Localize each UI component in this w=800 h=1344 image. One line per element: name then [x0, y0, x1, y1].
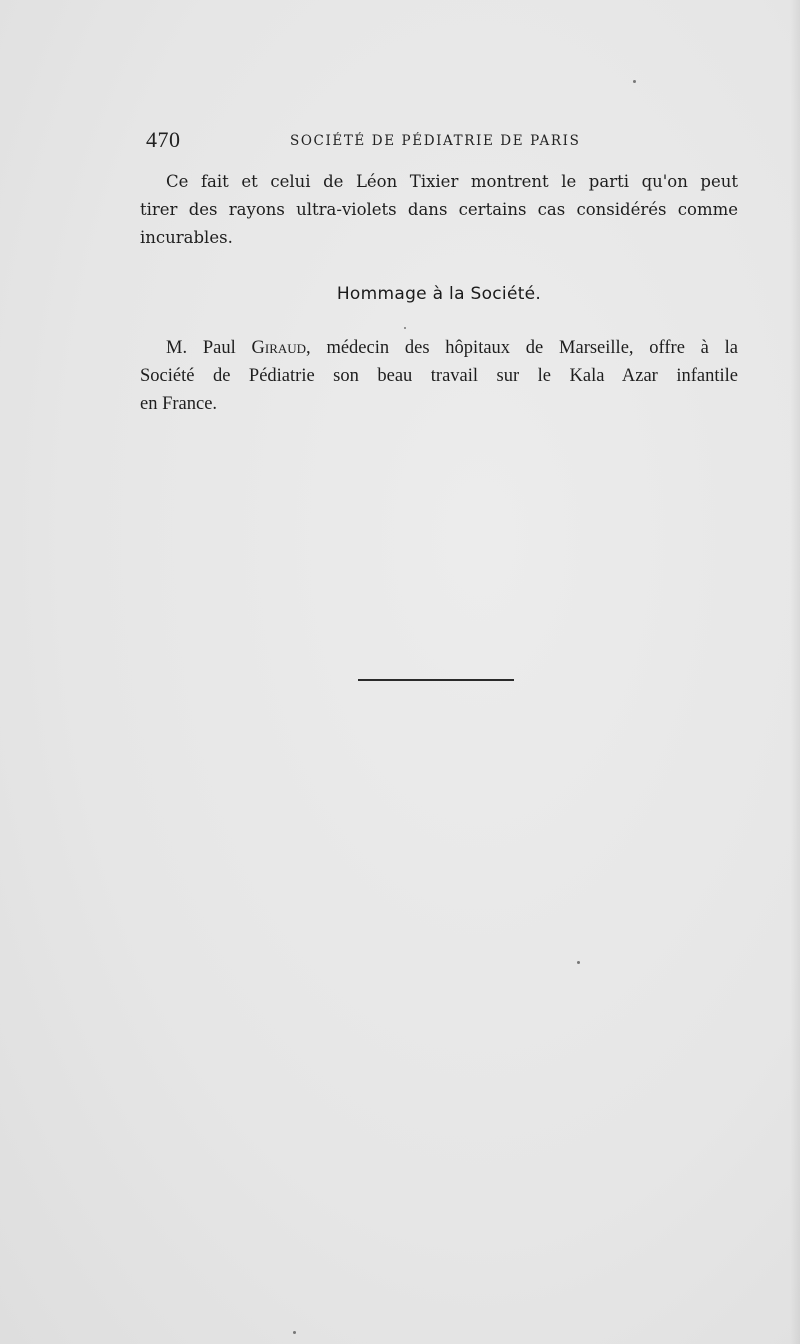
paragraph-1-line-1: Ce fait et celui de Léon Tixier montrent le parti qu'on peut — [166, 172, 738, 191]
page-header — [146, 127, 736, 157]
paragraph-2-line-2: Société de Pédiatrie son beau travail sur le Kala Azar infantile — [140, 366, 738, 386]
paragraph-2-line-1-suffix: , médecin des hôpitaux de Marseille, offre à la — [306, 338, 739, 358]
paragraph-2 — [140, 334, 738, 418]
paragraph-2-line-1-prefix: M. Paul — [166, 338, 252, 358]
end-rule — [358, 679, 514, 681]
running-head: SOCIÉTÉ DE PÉDIATRIE DE PARIS — [290, 133, 581, 149]
print-speck — [577, 961, 580, 964]
section-heading: Hommage à la Société. — [336, 284, 542, 304]
paragraph-2-line-3: en France. — [140, 394, 218, 414]
print-speck — [404, 327, 406, 329]
print-speck — [293, 1331, 296, 1334]
author-name: Giraud — [251, 338, 307, 358]
paragraph-1-line-2: tirer des rayons ultra-violets dans certains cas considérés comme — [140, 200, 738, 219]
page-number: 470 — [146, 127, 181, 152]
print-speck — [633, 80, 636, 83]
paragraph-1 — [140, 168, 738, 252]
page-edge-shadow — [790, 0, 800, 1344]
paragraph-1-line-3: incurables. — [140, 228, 233, 247]
paragraph-2-line-1 — [140, 334, 738, 362]
